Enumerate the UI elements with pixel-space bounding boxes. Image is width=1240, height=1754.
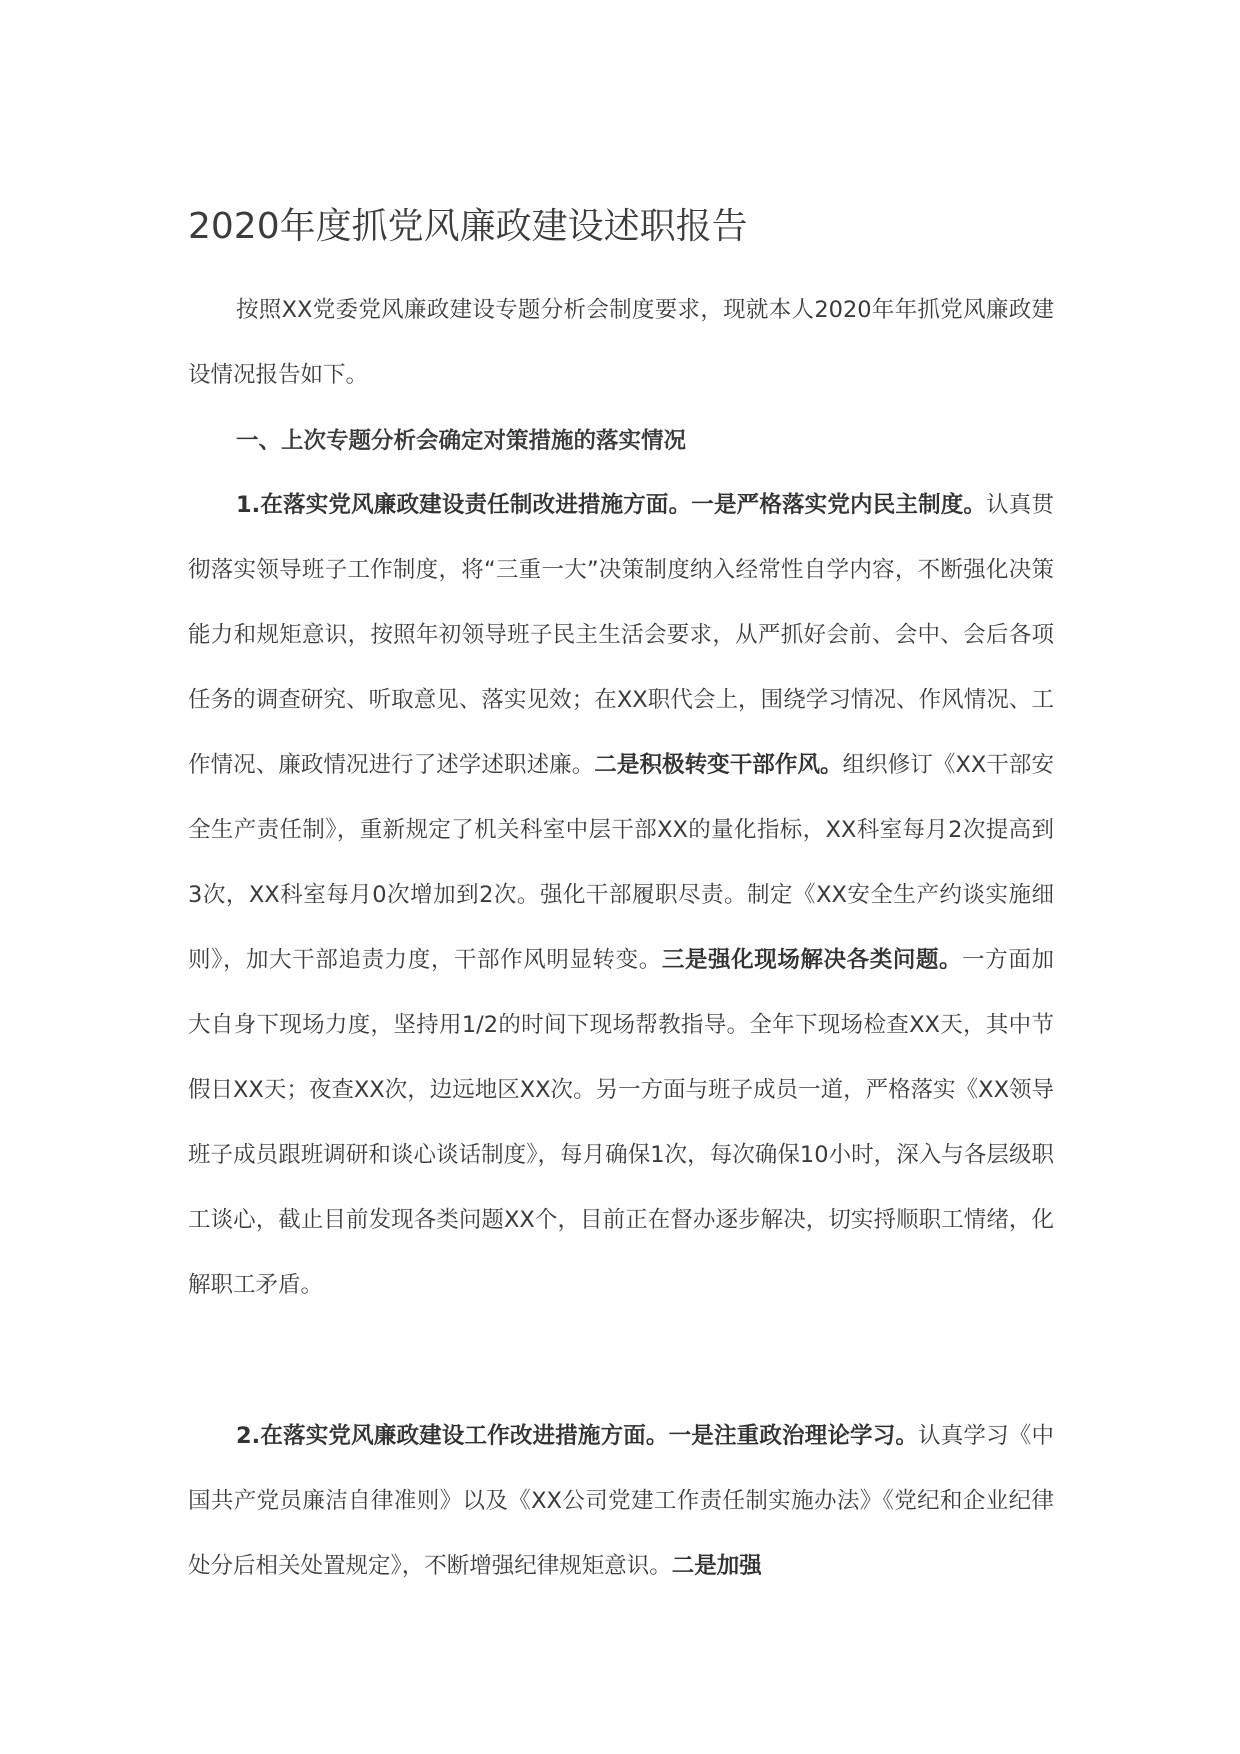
- page-title: 2020年度抓党风廉政建设述职报告: [188, 206, 748, 247]
- item-1-text-b: 组织修订《XX干部安全生产责任制》，重新规定了机关科室中层干部XX的量化指标，XX科室每月2次提高到3次，XX科室每月0次增加到2次。强化干部履职尽责。制定《XX安全生产约谈实施细则》，加大干部追责力度，干部作风明显转变。: [188, 752, 1054, 973]
- item-1-bold-b: 二是积极转变干部作风。: [594, 752, 843, 778]
- item-1-text-c: 一方面加大自身下现场力度，坚持用1/2的时间下现场帮教指导。全年下现场检查XX天，其中节假日XX天；夜查XX次，边远地区XX次。另一方面与班子成员一道，严格落实《XX领导班子成员跟班调研和谈心谈话制度》，每月确保1次，每次确保10小时，深入与各层级职工谈心，截止目前发现各类问题XX个，目前正在督办逐步解决，切实捋顺职工情绪，化解职工矛盾。: [188, 947, 1054, 1298]
- item-1-text-a: 认真贯彻落实领导班子工作制度，将“三重一大”决策制度纳入经常性自学内容，不断强化决策能力和规矩意识，按照年初领导班子民主生活会要求，从严抓好会前、会中、会后各项任务的调查研究、听取意见、落实见效；在XX职代会上，围绕学习情况、作风情况、工作情况、廉政情况进行了述学述职述廉。: [188, 492, 1054, 778]
- item-1-paragraph: [188, 473, 1054, 1318]
- item-1-bold-c: 三是强化现场解决各类问题。: [661, 947, 963, 973]
- item-2-lead: 2.在落实党风廉政建设工作改进措施方面。一是注重政治理论学习。: [236, 1423, 919, 1449]
- item-1-lead: 1.在落实党风廉政建设责任制改进措施方面。一是严格落实党内民主制度。: [236, 492, 987, 518]
- item-2-paragraph: [188, 1404, 1054, 1599]
- item-2-bold-b: 二是加强: [671, 1553, 762, 1579]
- item-2-text-a: 认真学习《中国共产党员廉洁自律准则》以及《XX公司党建工作责任制实施办法》《党纪和企业纪律处分后相关处置规定》，不断增强纪律规矩意识。: [188, 1423, 1054, 1579]
- intro-paragraph: 按照XX党委党风廉政建设专题分析会制度要求，现就本人2020年年抓党风廉政建设情况报告如下。: [188, 297, 1054, 388]
- section-heading: 一、上次专题分析会确定对策措施的落实情况: [236, 428, 687, 454]
